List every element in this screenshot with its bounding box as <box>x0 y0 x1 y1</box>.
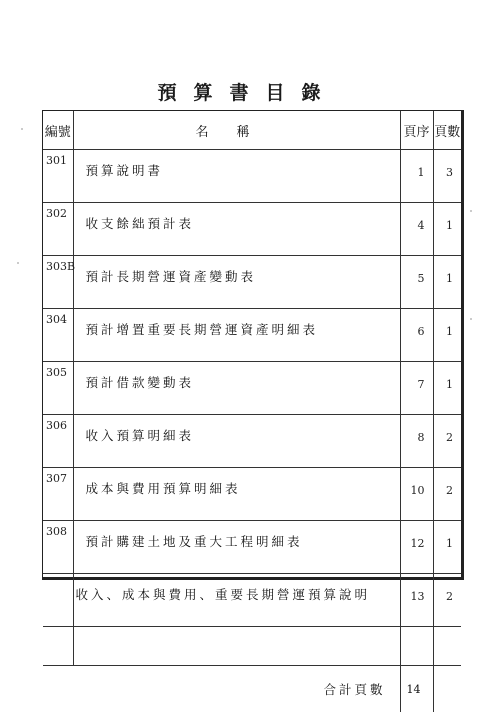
table-row <box>43 521 461 574</box>
row-page: 8 <box>400 415 433 468</box>
table-row <box>43 415 461 468</box>
row-code: 306 <box>43 415 73 468</box>
row-page: 13 <box>400 574 433 627</box>
scan-speck <box>17 262 19 264</box>
row-code <box>43 574 73 627</box>
total-row <box>43 666 461 712</box>
row-page: 7 <box>400 362 433 415</box>
row-code: 308 <box>43 521 73 574</box>
row-page: 10 <box>400 468 433 521</box>
page-title: 預算書目錄 <box>0 78 495 105</box>
row-name: 收入、成本與費用、重要長期營運預算說明 <box>73 574 400 627</box>
table-row <box>43 468 461 521</box>
header-count: 頁數 <box>433 111 461 150</box>
empty-cell <box>73 627 400 666</box>
row-page: 1 <box>400 150 433 203</box>
row-count: 1 <box>433 203 461 256</box>
toc-table <box>42 110 464 580</box>
scan-speck <box>470 318 472 320</box>
row-count: 2 <box>433 468 461 521</box>
row-code: 307 <box>43 468 73 521</box>
row-code: 305 <box>43 362 73 415</box>
row-name: 收支餘絀預計表 <box>73 203 400 256</box>
table-row-empty <box>43 627 461 666</box>
row-count: 1 <box>433 362 461 415</box>
row-name: 預計長期營運資產變動表 <box>73 256 400 309</box>
row-name: 成本與費用預算明細表 <box>73 468 400 521</box>
row-name: 收入預算明細表 <box>73 415 400 468</box>
table-row <box>43 574 461 627</box>
empty-cell <box>433 627 461 666</box>
total-label: 合計頁數 <box>43 666 400 712</box>
header-name <box>73 111 400 150</box>
table-row <box>43 150 461 203</box>
empty-cell <box>43 627 73 666</box>
table-header-row <box>43 111 461 150</box>
table-row <box>43 362 461 415</box>
empty-cell <box>400 627 433 666</box>
table-row <box>43 203 461 256</box>
row-name: 預算說明書 <box>73 150 400 203</box>
row-count: 1 <box>433 309 461 362</box>
row-code: 301 <box>43 150 73 203</box>
row-name: 預計增置重要長期營運資產明細表 <box>73 309 400 362</box>
row-page: 6 <box>400 309 433 362</box>
row-page: 12 <box>400 521 433 574</box>
row-code: 302 <box>43 203 73 256</box>
header-name-label: 名稱 <box>195 125 277 140</box>
scan-speck <box>21 128 23 130</box>
row-count: 3 <box>433 150 461 203</box>
empty-cell <box>433 666 461 712</box>
row-count: 1 <box>433 256 461 309</box>
header-code: 編號 <box>43 111 73 150</box>
row-name: 預計借款變動表 <box>73 362 400 415</box>
table-row <box>43 256 461 309</box>
row-name: 預計購建土地及重大工程明細表 <box>73 521 400 574</box>
table-row <box>43 309 461 362</box>
scan-speck <box>470 210 472 212</box>
row-count: 1 <box>433 521 461 574</box>
header-page: 頁序 <box>400 111 433 150</box>
row-count: 2 <box>433 574 461 627</box>
row-code: 304 <box>43 309 73 362</box>
row-code: 303B <box>43 256 73 309</box>
total-value: 14 <box>400 666 433 712</box>
row-page: 5 <box>400 256 433 309</box>
row-count: 2 <box>433 415 461 468</box>
row-page: 4 <box>400 203 433 256</box>
